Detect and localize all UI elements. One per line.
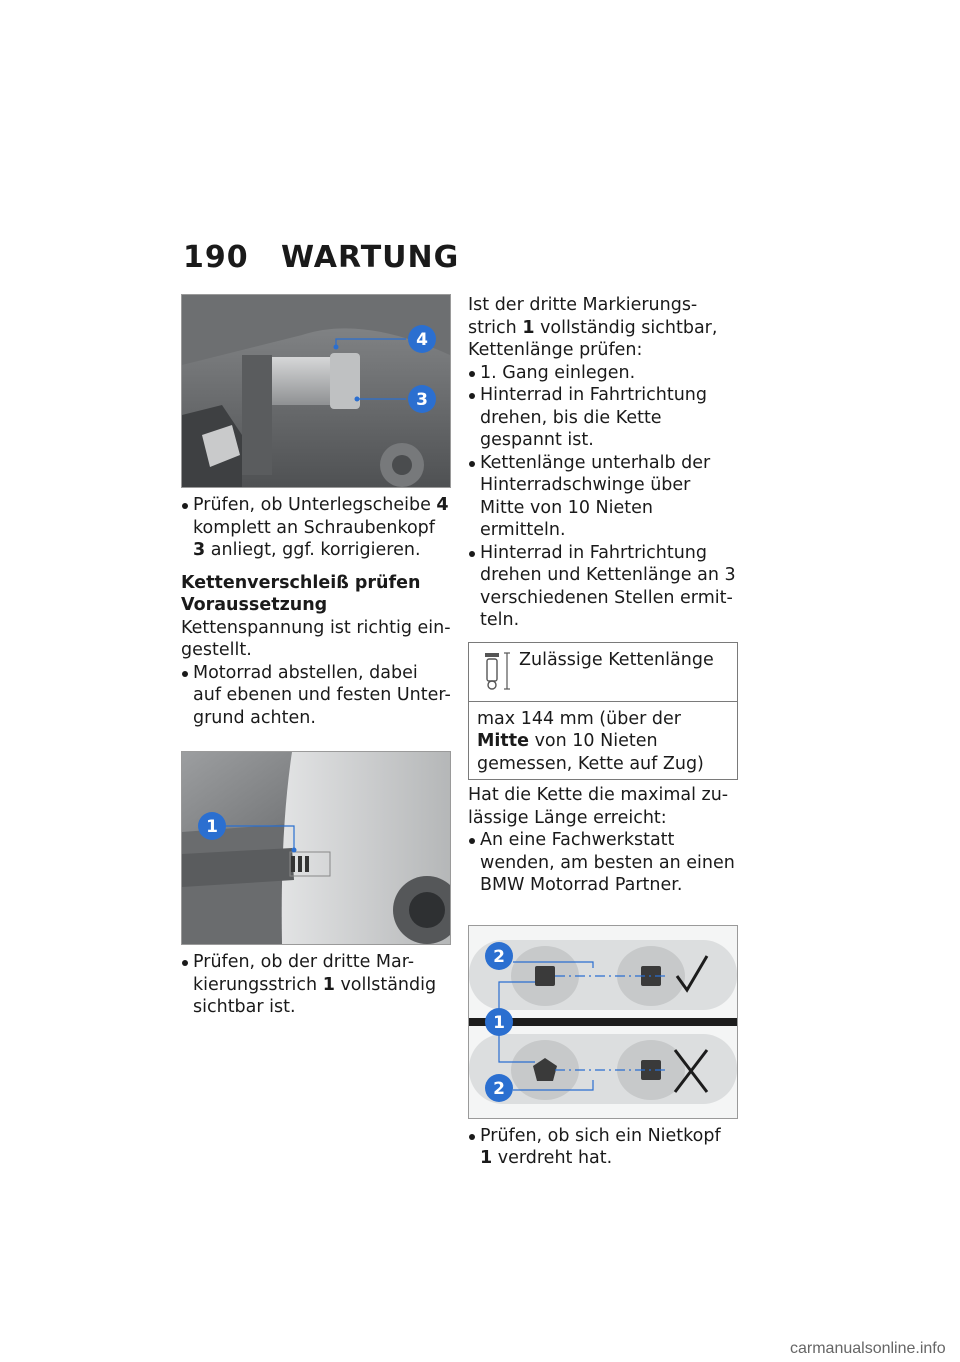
callout-1-label: 1: [206, 817, 218, 837]
chain-measure-icon: [481, 651, 513, 691]
left-column: [181, 294, 451, 1019]
list-item: An eine Fachwerkstatt wenden, am besten an einen BMW Motorrad Partner.: [468, 829, 738, 897]
page-number: 190: [183, 240, 249, 275]
rivet-heads-illustration: [469, 926, 737, 1118]
list-item: Prüfen, ob sich ein Nietkopf 1 verdreht hat.: [468, 1125, 738, 1170]
prerequisite-text: Kettenspannung ist richtig ein-gestellt.: [181, 617, 451, 660]
list-item: Kettenlänge unterhalb der Hinterradschwinge über Mitte von 10 Nieten ermitteln.: [468, 452, 738, 542]
callout-3-label: 3: [416, 390, 428, 410]
section-heading: Kettenverschleiß prüfen: [181, 572, 421, 593]
callout-1-label: 1: [493, 1012, 505, 1033]
list-item: 1. Gang einlegen.: [468, 362, 738, 385]
callout-4-label: 4: [416, 330, 428, 350]
chain-length-steps-a: [468, 362, 738, 452]
workshop-list: [468, 829, 738, 897]
chapter-title: WARTUNG: [281, 240, 460, 275]
washer-bolt-illustration: [182, 295, 450, 487]
callout-2-bottom-label: 2: [493, 1078, 505, 1099]
chain-length-steps-b: [468, 452, 738, 632]
spec-value: max 144 mm (über der Mitte von 10 Nieten gemessen, Kette auf Zug): [477, 708, 704, 774]
figure-washer-bolt: [181, 294, 451, 488]
intro-text: Ist der dritte Markierungs-strich 1 vollständig sichtbar, Kettenlänge prüfen:: [468, 295, 718, 360]
list-item: Hinterrad in Fahrtrichtung drehen, bis die Kette gespannt ist.: [468, 384, 738, 452]
callout-2-top-label: 2: [493, 946, 505, 967]
page-header: [183, 240, 459, 275]
list-item: Hinterrad in Fahrtrichtung drehen und Kettenlänge an 3 verschiedenen Stellen ermit-teln.: [468, 542, 738, 632]
list-item: Prüfen, ob Unterlegscheibe 4 komplett an Schraubenkopf 3 anliegt, ggf. korrigieren.: [181, 494, 451, 562]
figure-rivet-heads: [468, 925, 738, 1119]
spec-label: Zulässige Kettenlänge: [519, 649, 714, 670]
spec-box: [468, 642, 738, 781]
marking-lines-illustration: [182, 752, 450, 944]
list-item: Motorrad abstellen, dabei auf ebenen und festen Unter-grund achten.: [181, 662, 451, 730]
figure-marking-lines: [181, 751, 451, 945]
park-list: [181, 662, 451, 730]
prerequisite-heading: Voraussetzung: [181, 595, 328, 615]
marking-check-list: [181, 951, 451, 1019]
right-column: [468, 294, 738, 1170]
list-item: Prüfen, ob der dritte Mar-kierungsstrich 1 vollständig sichtbar ist.: [181, 951, 451, 1019]
watermark: carmanualsonline.info: [790, 1340, 946, 1357]
max-length-text: Hat die Kette die maximal zu-lässige Länge erreicht:: [468, 785, 729, 828]
washer-check-list: [181, 494, 451, 562]
rivet-check-list: [468, 1125, 738, 1170]
